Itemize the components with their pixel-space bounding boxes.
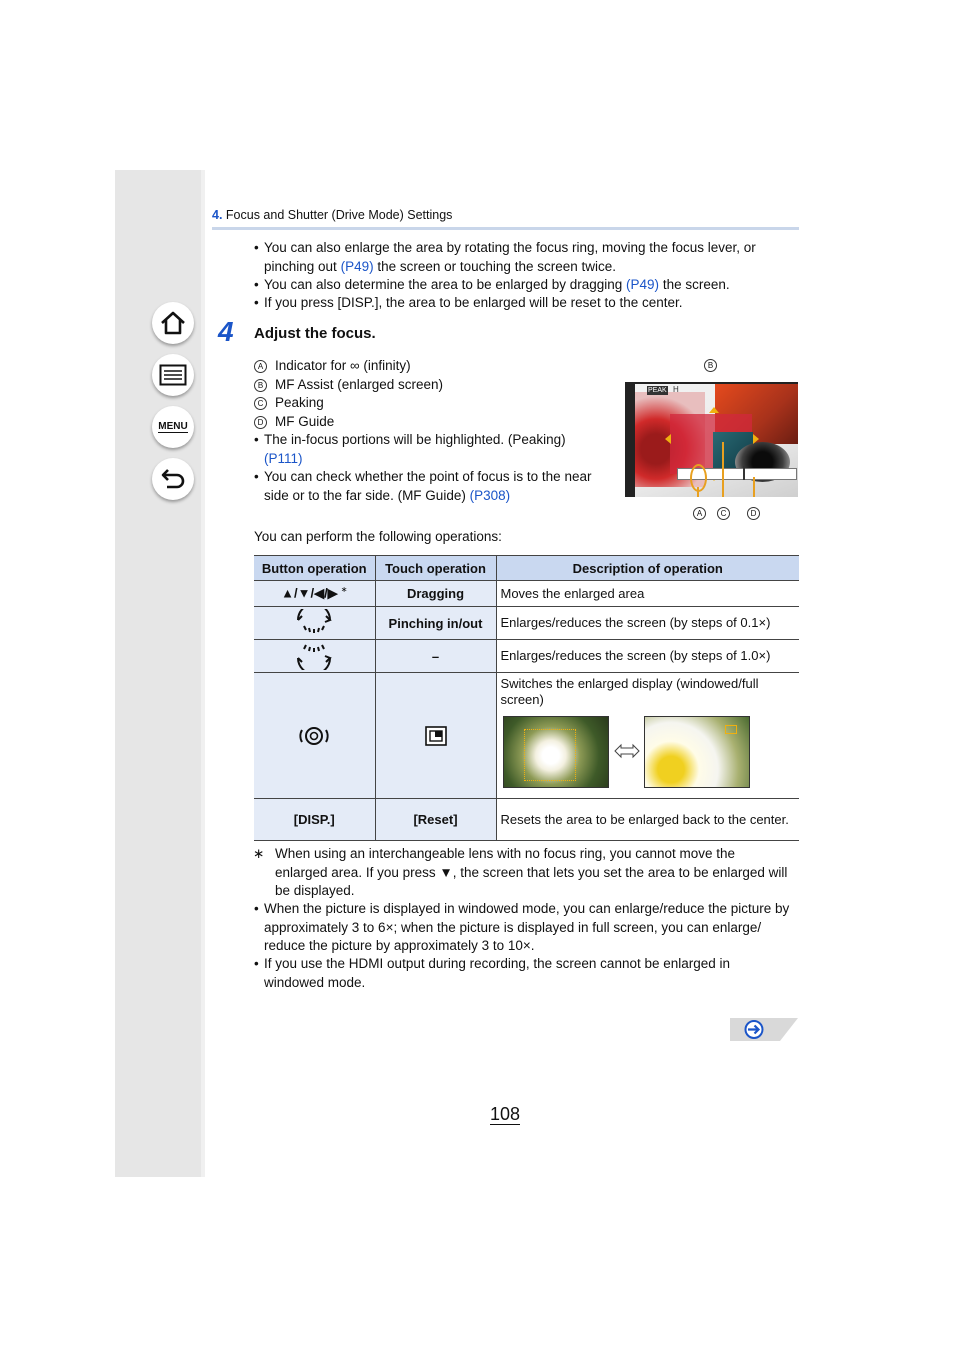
mf-guide-marker [743, 466, 745, 480]
cursor-buttons: ▲/▼/◀/▶ [281, 585, 338, 601]
leader-line-c [722, 442, 724, 497]
bullet-text: the screen or touching the screen twice. [377, 258, 616, 274]
header-button-operation: Button operation [254, 556, 375, 581]
footnote-text: When the picture is displayed in windowed mode, you can enlarge/reduce the picture by [264, 901, 790, 916]
cell-touch: Pinching in/out [375, 607, 496, 640]
next-page-button[interactable] [730, 1018, 798, 1041]
marker-a: A [254, 360, 267, 373]
bullet-text: If you press [DISP.], the area to be enlarged will be reset to the center. [264, 295, 683, 310]
display-mode-example [501, 712, 796, 792]
bullet-text: the screen. [662, 277, 730, 292]
home-button[interactable] [152, 302, 194, 344]
marker-c: C [254, 397, 267, 410]
contents-button[interactable] [152, 354, 194, 396]
camera-screen-illustration [625, 382, 798, 497]
cell-description [496, 673, 799, 799]
intro-bullet-2: • You can also determine the area to be enlarged by dragging (P49) the screen. [254, 277, 730, 292]
table-row [254, 799, 799, 841]
star-marker: ∗ [253, 846, 265, 861]
footnote-star [253, 845, 800, 901]
legend-c [254, 394, 324, 413]
home-icon [159, 310, 187, 336]
cell-description: Enlarges/reduces the screen (by steps of 0.1×) [496, 607, 799, 640]
cell-description: Resets the area to be enlarged back to the center. [496, 799, 799, 841]
cell-touch: Dragging [375, 581, 496, 607]
operations-table [254, 555, 799, 841]
marker-b: B [254, 379, 267, 392]
rear-dial-right-icon [294, 609, 334, 637]
legend-text: Peaking [275, 395, 324, 410]
fullscreen-thumbnail [644, 716, 750, 788]
link-p308[interactable]: (P308) [469, 487, 511, 503]
arrow-left-icon [665, 434, 671, 444]
arrow-up-icon [709, 407, 719, 413]
footnote-text: When using an interchangeable lens with no focus ring, you cannot move the [275, 846, 736, 861]
callout-a: A [693, 507, 706, 520]
cell-touch: – [375, 640, 496, 673]
bullet-text: You can also enlarge the area by rotating the focus ring, moving the focus lever, or [264, 240, 756, 255]
table-row [254, 673, 799, 799]
footnote-text: be displayed. [275, 883, 355, 898]
back-button[interactable] [152, 458, 194, 500]
intro-bullet-1: • You can also enlarge the area by rotating the focus ring, moving the focus lever, or pinching out (P49) the screen or touching the screen twice. [254, 240, 756, 274]
cell-button [254, 640, 375, 673]
operations-intro: You can perform the following operations: [254, 529, 502, 544]
table-row [254, 581, 799, 607]
cell-button [254, 581, 375, 607]
cell-button [254, 607, 375, 640]
front-dial-icon [294, 642, 334, 670]
page-number: 108 [490, 1104, 521, 1124]
back-arrow-icon [159, 467, 187, 491]
footnote-text: reduce the picture by approximately 3 to 10×. [264, 938, 535, 953]
header-rule [212, 227, 799, 230]
windowed-thumbnail [503, 716, 609, 788]
link-p49[interactable]: (P49) [626, 277, 660, 292]
footnote-text: If you use the HDMI output during recording, the screen cannot be enlarged in [264, 956, 731, 971]
step-title: Adjust the focus. [254, 325, 376, 342]
bullet-text: pinching out [264, 258, 337, 274]
table-row [254, 640, 799, 673]
note-mf-guide: • You can check whether the point of focus is to the near side or to the far side. (MF Guide) (P308) [254, 469, 592, 503]
table-header-row [254, 556, 799, 581]
position-indicator [725, 725, 737, 734]
link-p49[interactable]: (P49) [340, 258, 374, 274]
footnote-text: windowed mode. [264, 974, 366, 990]
double-arrow-icon [614, 743, 640, 759]
note-peaking: • The in-focus portions will be highlighted. (Peaking) (P111) [254, 432, 566, 466]
table-row [254, 607, 799, 640]
cell-description: Moves the enlarged area [496, 581, 799, 607]
callout-d: D [747, 507, 760, 520]
cell-touch: [Reset] [375, 799, 496, 841]
link-p111[interactable]: (P111) [264, 450, 303, 466]
list-icon [159, 364, 187, 386]
footnote-text: approximately 3 to 6×; when the picture is displayed in full screen, you can enlarge/ [264, 919, 762, 935]
legend-text: MF Guide [275, 414, 335, 429]
peak-level: H [673, 385, 679, 394]
footnote-marker: ∗ [340, 585, 348, 595]
leader-line-a [697, 487, 699, 497]
description-text: Switches the enlarged display (windowed/full screen) [500, 676, 759, 707]
menu-label: MENU [158, 421, 188, 432]
legend-b [254, 376, 443, 395]
note-text: You can check whether the point of focus is to the near [264, 469, 592, 484]
footnote-bullet-2: • If you use the HDMI output during recording, the screen cannot be enlarged in windowed mode. [254, 956, 731, 990]
bullet-text: You can also determine the area to be enlarged by dragging [264, 277, 623, 292]
cell-description: Enlarges/reduces the screen (by steps of 1.0×) [496, 640, 799, 673]
legend-a [254, 357, 411, 376]
peak-indicator: PEAK [648, 387, 667, 394]
callout-c: C [717, 507, 730, 520]
arrow-right-icon [753, 434, 759, 444]
cell-button: [DISP.] [254, 799, 375, 841]
note-text: The in-focus portions will be highlighted. (Peaking) [264, 432, 566, 447]
footnote-text: enlarged area. If you press ▼, the screen that lets you set the area to be enlarged will [275, 864, 788, 880]
legend-text: Indicator for ∞ (infinity) [275, 358, 411, 373]
menu-button[interactable] [152, 406, 194, 448]
marker-d: D [254, 416, 267, 429]
sidebar-divider [201, 170, 205, 1177]
intro-bullet-3: • If you press [DISP.], the area to be enlarged will be reset to the center. [254, 295, 683, 310]
chapter-header [212, 208, 799, 222]
legend-d [254, 413, 334, 432]
footnote-bullet-1: • When the picture is displayed in windowed mode, you can enlarge/reduce the picture by approximately 3 to 6×; when the picture is displayed in full screen, you can enlarge/ reduce the picture by approximately 3 to 10×. [254, 901, 790, 953]
cell-button [254, 673, 375, 799]
step-number: 4 [218, 316, 234, 347]
callout-b: B [704, 359, 717, 372]
control-dial-icon [297, 725, 331, 747]
legend-text: MF Assist (enlarged screen) [275, 377, 444, 392]
chapter-number: 4. [212, 208, 223, 222]
enlarge-window-frame [524, 729, 576, 781]
header-description: Description of operation [496, 556, 799, 581]
header-touch-operation: Touch operation [375, 556, 496, 581]
leader-line-d [753, 477, 755, 497]
window-toggle-icon[interactable] [425, 726, 447, 746]
cell-touch [375, 673, 496, 799]
chapter-title: Focus and Shutter (Drive Mode) Settings [225, 208, 453, 222]
note-text: side or to the far side. (MF Guide) [264, 487, 466, 503]
